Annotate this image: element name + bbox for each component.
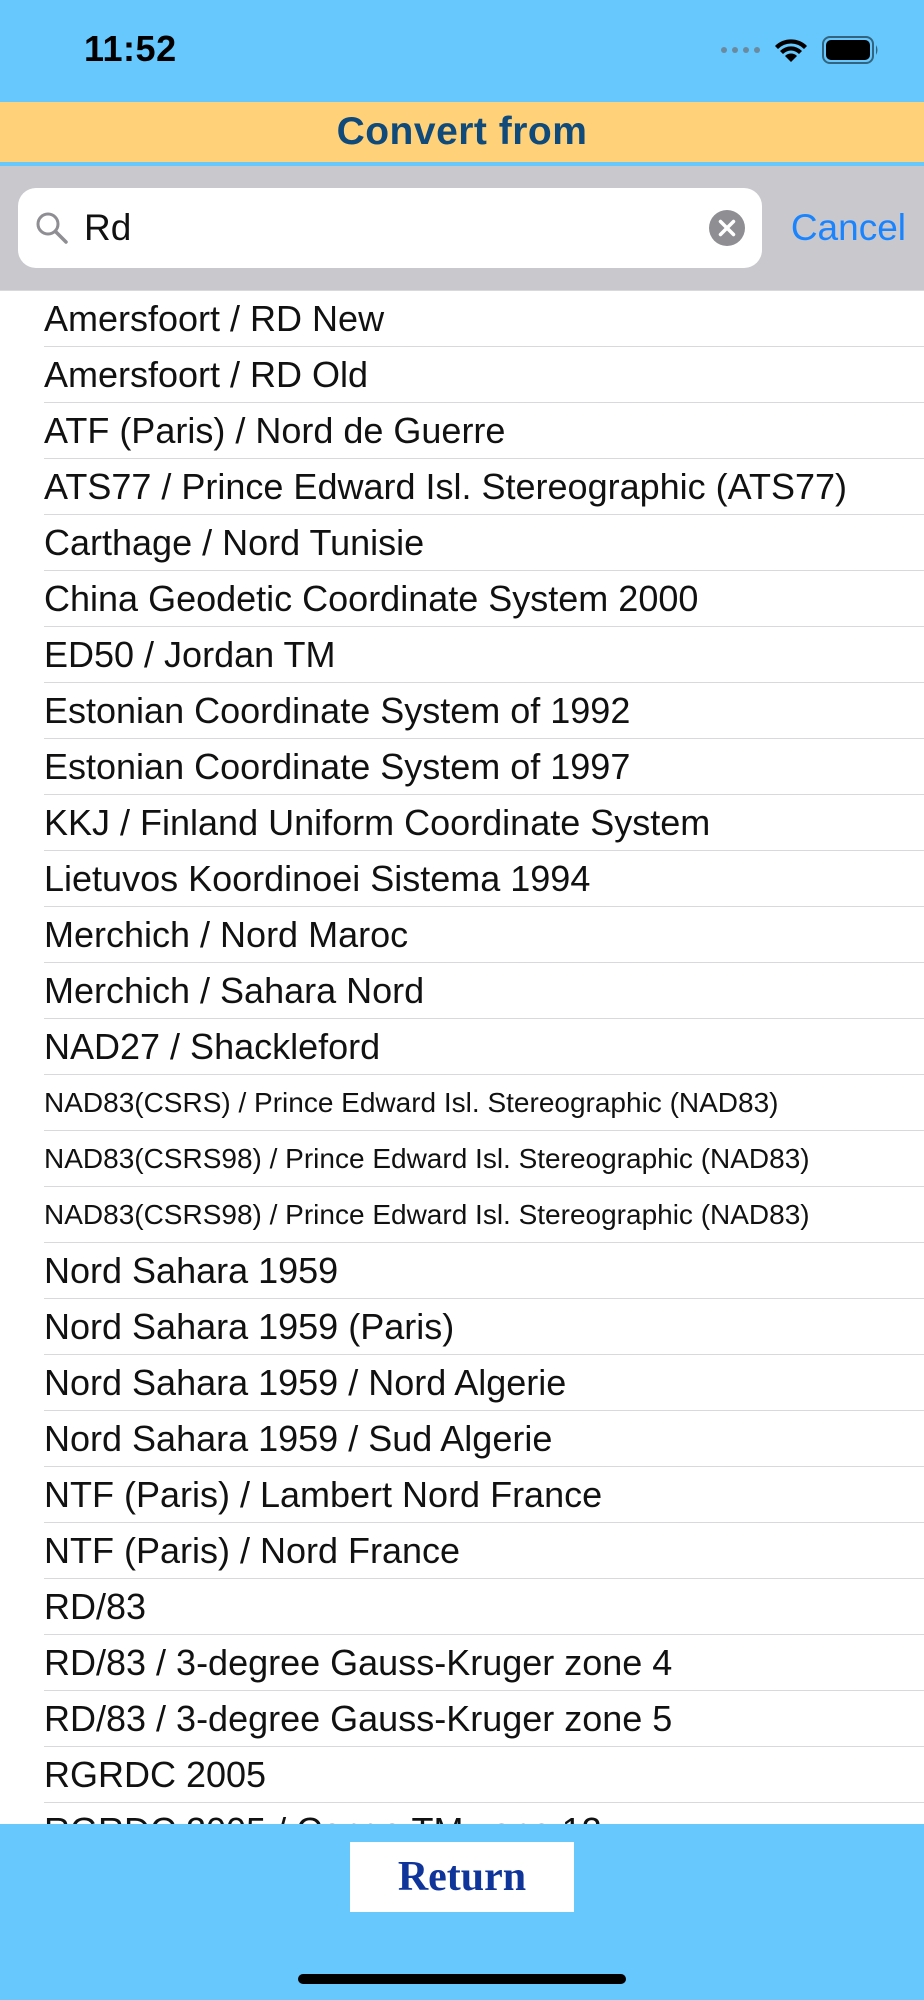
status-icons [721, 34, 880, 66]
search-icon [34, 210, 70, 246]
page-title: Convert from [336, 110, 588, 153]
list-item[interactable]: Amersfoort / RD Old [44, 347, 924, 403]
list-item[interactable]: ATS77 / Prince Edward Isl. Stereographic (ATS77) [44, 459, 924, 515]
bottom-bar [0, 1824, 924, 2000]
list-item[interactable]: RD/83 / 3-degree Gauss-Kruger zone 5 [44, 1691, 924, 1747]
list-item[interactable]: NTF (Paris) / Nord France [44, 1523, 924, 1579]
list-item[interactable]: RD/83 / 3-degree Gauss-Kruger zone 4 [44, 1635, 924, 1691]
status-time: 11:52 [84, 28, 177, 69]
return-button[interactable]: Return [350, 1842, 574, 1912]
list-item[interactable]: RGRDC 2005 [44, 1747, 924, 1803]
results-list[interactable] [0, 290, 924, 1825]
clear-search-icon[interactable] [708, 209, 746, 247]
list-item[interactable]: NAD27 / Shackleford [44, 1019, 924, 1075]
search-area [0, 166, 924, 290]
wifi-icon [772, 35, 810, 65]
search-input[interactable] [84, 188, 684, 268]
list-item[interactable]: Merchich / Sahara Nord [44, 963, 924, 1019]
list-item[interactable]: ATF (Paris) / Nord de Guerre [44, 403, 924, 459]
list-item[interactable]: Estonian Coordinate System of 1992 [44, 683, 924, 739]
list-item[interactable]: Estonian Coordinate System of 1997 [44, 739, 924, 795]
list-item[interactable]: Nord Sahara 1959 / Nord Algerie [44, 1355, 924, 1411]
list-item[interactable]: NAD83(CSRS98) / Prince Edward Isl. Stereographic (NAD83) [44, 1187, 924, 1243]
list-item[interactable]: Merchich / Nord Maroc [44, 907, 924, 963]
list-item[interactable]: Lietuvos Koordinoei Sistema 1994 [44, 851, 924, 907]
title-bar [0, 102, 924, 166]
list-item[interactable]: NTF (Paris) / Lambert Nord France [44, 1467, 924, 1523]
cellular-signal-icon [721, 47, 760, 53]
list-item[interactable]: NAD83(CSRS) / Prince Edward Isl. Stereographic (NAD83) [44, 1075, 924, 1131]
list-item[interactable]: NAD83(CSRS98) / Prince Edward Isl. Stereographic (NAD83) [44, 1131, 924, 1187]
list-item[interactable]: Nord Sahara 1959 / Sud Algerie [44, 1411, 924, 1467]
list-item[interactable]: KKJ / Finland Uniform Coordinate System [44, 795, 924, 851]
search-box[interactable] [18, 188, 762, 268]
status-bar [0, 0, 924, 102]
list-item[interactable]: China Geodetic Coordinate System 2000 [44, 571, 924, 627]
list-item[interactable]: Carthage / Nord Tunisie [44, 515, 924, 571]
cancel-button[interactable]: Cancel [790, 207, 906, 248]
list-item[interactable]: ED50 / Jordan TM [44, 627, 924, 683]
home-indicator[interactable] [298, 1974, 626, 1984]
battery-icon [822, 36, 880, 64]
list-item[interactable]: Amersfoort / RD New [44, 291, 924, 347]
list-item[interactable]: Nord Sahara 1959 [44, 1243, 924, 1299]
list-item[interactable]: Nord Sahara 1959 (Paris) [44, 1299, 924, 1355]
list-item[interactable]: RD/83 [44, 1579, 924, 1635]
